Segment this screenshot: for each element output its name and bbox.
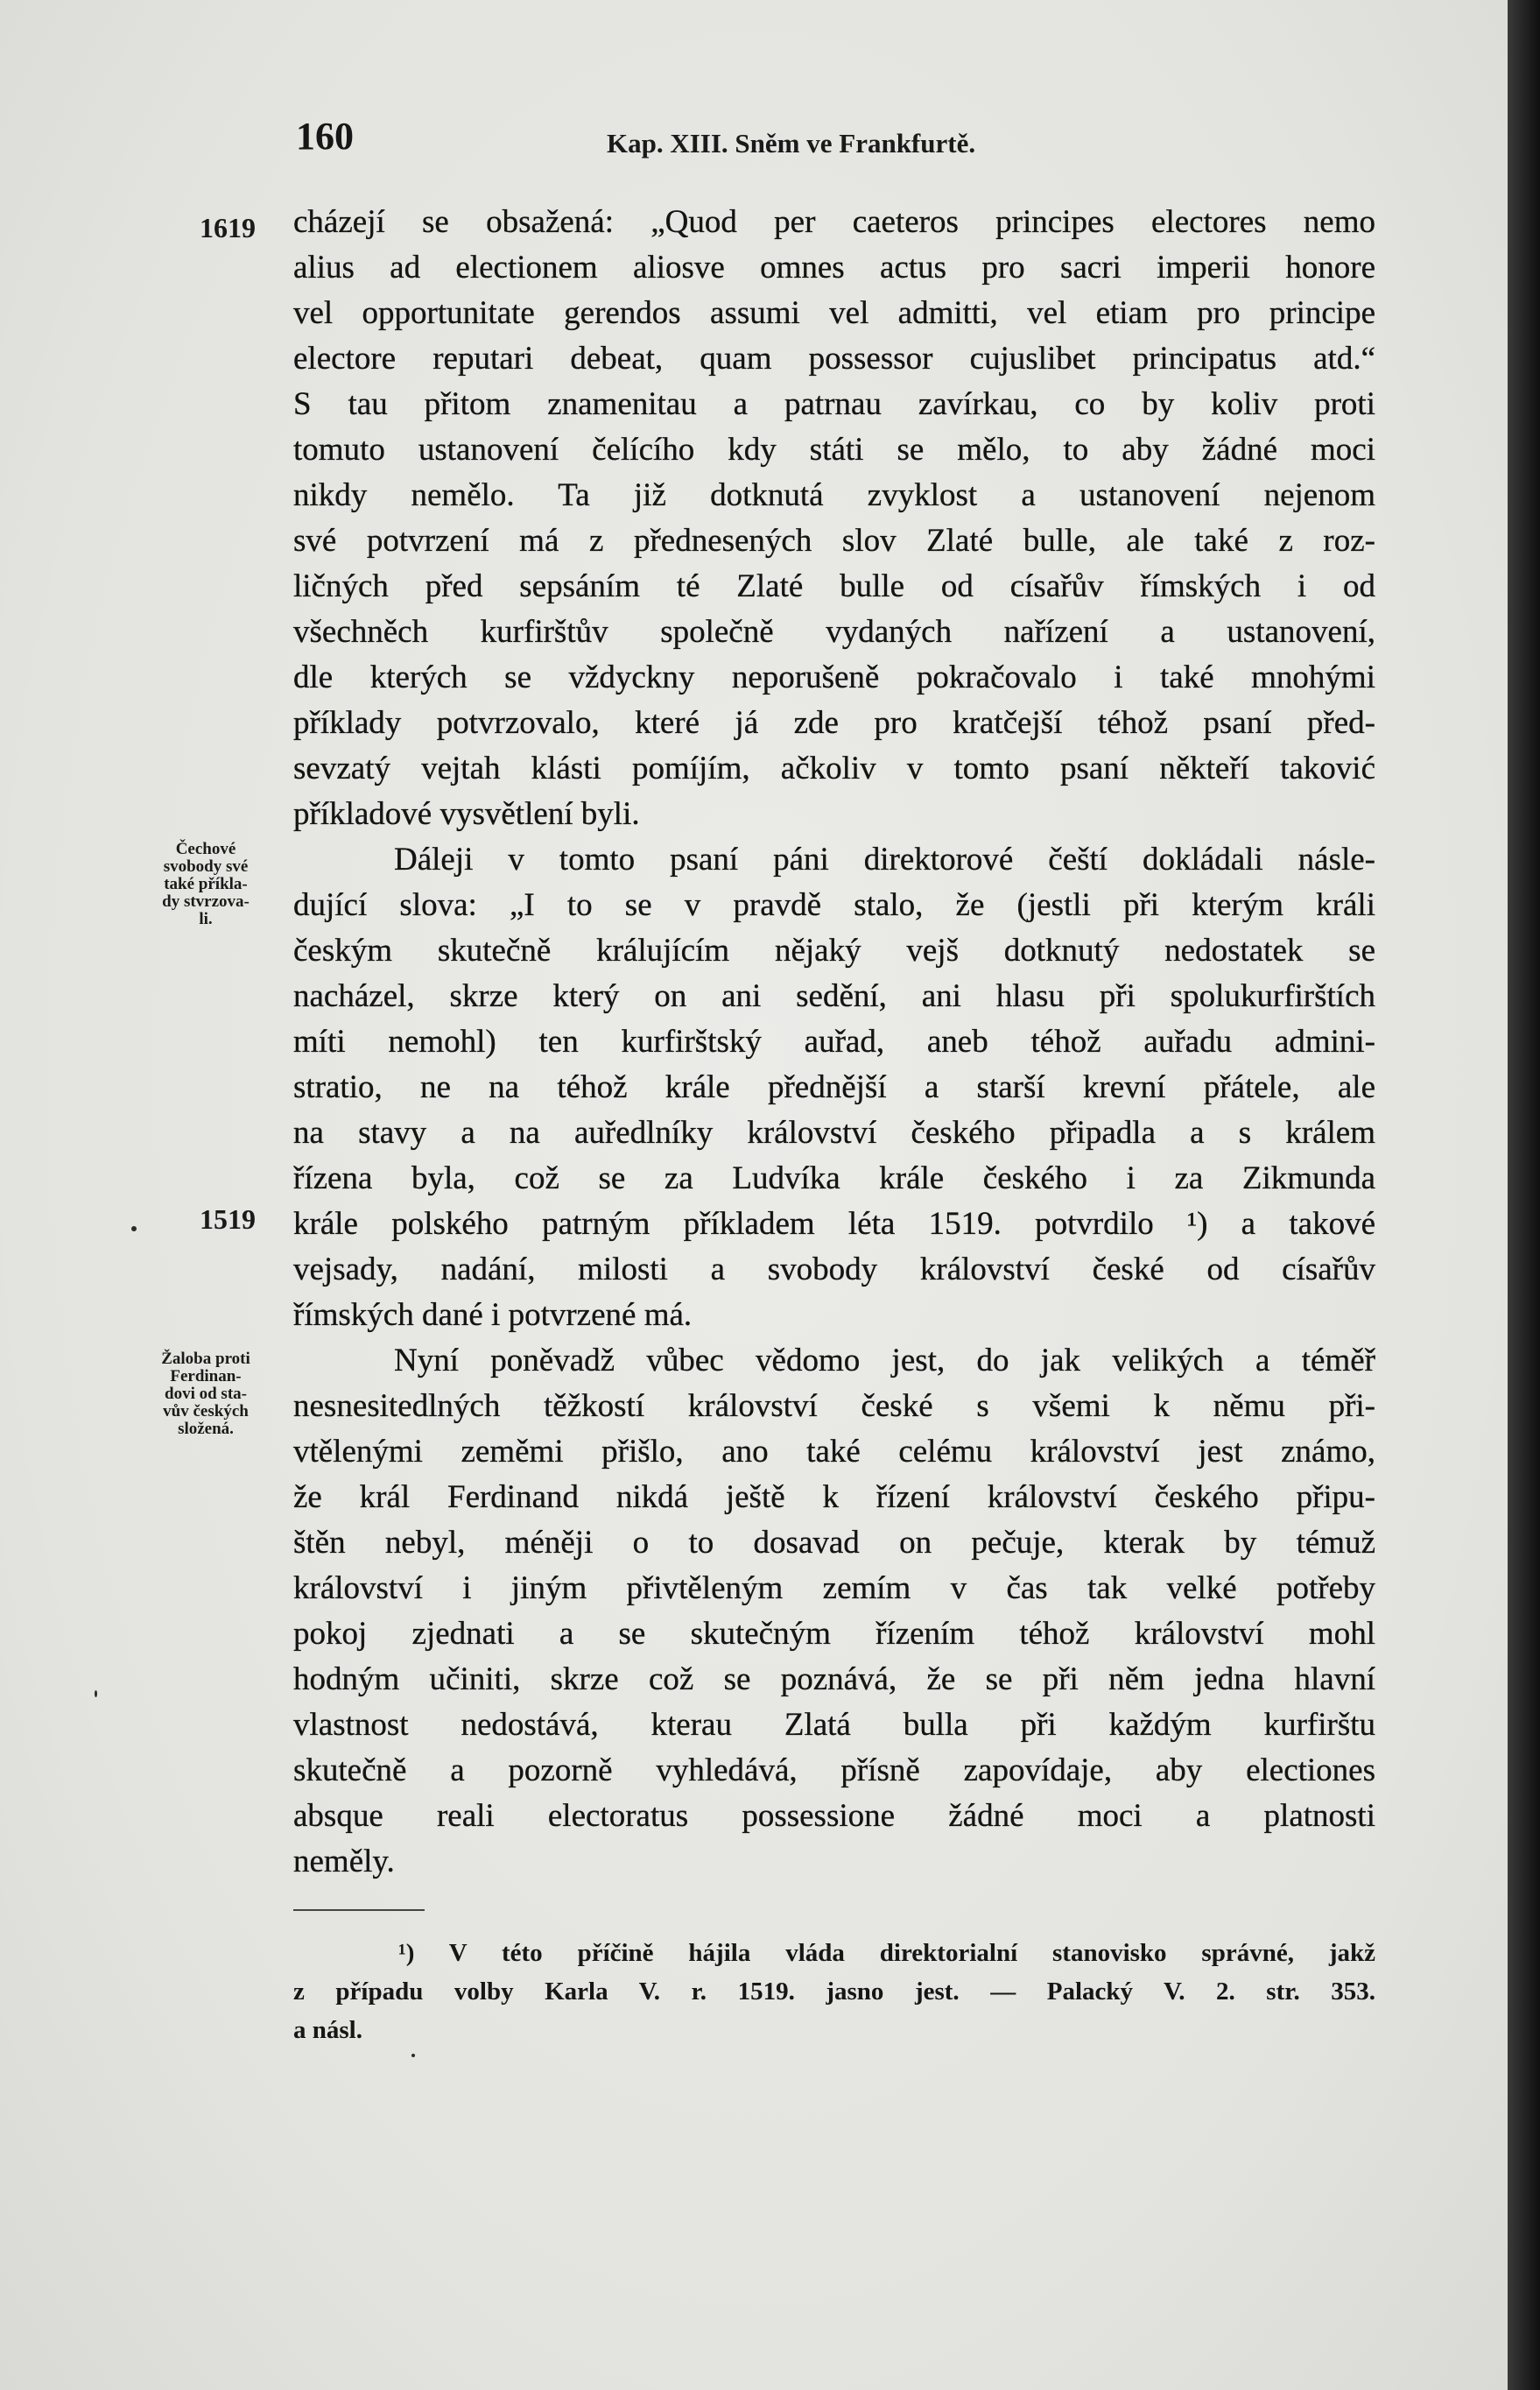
margin-year: 1519 bbox=[200, 1203, 256, 1235]
footnote-line: a násl. bbox=[293, 2016, 362, 2044]
page-number: 160 bbox=[296, 115, 354, 158]
margin-note-line: také příkla- bbox=[164, 875, 248, 893]
text-line: pokoj zjednati a se skutečným řízením téhož království mohl bbox=[293, 1616, 1375, 1652]
running-head: Kap. XIII. Sněm ve Frankfurtě. bbox=[607, 128, 976, 159]
text-line: českým skutečně králujícím nějaký vejš dotknutý nedostatek se bbox=[293, 933, 1375, 969]
text-line: absque reali electoratus possessione žádné moci a platnosti bbox=[293, 1798, 1375, 1834]
print-speck bbox=[95, 1690, 97, 1697]
margin-note bbox=[123, 1350, 289, 1438]
text-line: electore reputari debeat, quam possessor cujuslibet principatus atd.“ bbox=[293, 341, 1375, 377]
margin-note-line: Žaloba proti bbox=[161, 1350, 250, 1368]
text-line: nesnesitedlných těžkostí království české s všemi k němu při- bbox=[293, 1388, 1375, 1424]
margin-note-line: svobody své bbox=[163, 857, 249, 876]
text-line: dle kterých se vždyckny neporušeně pokračovalo i také mnohými bbox=[293, 659, 1375, 695]
text-line: římských dané i potvrzené má. bbox=[293, 1297, 693, 1333]
text-line: vtělenými zeměmi přišlo, ano také celému království jest známo, bbox=[293, 1434, 1375, 1470]
text-line: vel opportunitate gerendos assumi vel admitti, vel etiam pro principe bbox=[293, 295, 1375, 331]
text-line: na stavy a na auředlníky království českého připadla a s králem bbox=[293, 1115, 1375, 1151]
footnote-line: z případu volby Karla V. r. 1519. jasno jest. — Palacký V. 2. str. 353. bbox=[293, 1978, 1375, 2006]
margin-year: 1619 bbox=[200, 212, 256, 243]
text-line: ličných před sepsáním té Zlaté bulle od císařův římských i od bbox=[293, 568, 1375, 604]
text-line: království i jiným přivtěleným zemím v čas tak velké potřeby bbox=[293, 1570, 1375, 1606]
text-line: příkladové vysvětlení byli. bbox=[293, 796, 640, 832]
text-line: vejsady, nadání, milosti a svobody království české od císařův bbox=[293, 1251, 1375, 1287]
text-line: řízena byla, což se za Ludvíka krále českého i za Zikmunda bbox=[293, 1160, 1375, 1196]
text-line: dující slova: „I to se v pravdě stalo, že (jestli při kterým králi bbox=[293, 887, 1375, 923]
text-line: Dáleji v tomto psaní páni direktorové čeští dokládali násle- bbox=[394, 842, 1375, 878]
text-line: nacházel, skrze který on ani sedění, ani hlasu při spolukurfirštích bbox=[293, 978, 1375, 1014]
text-line: S tau přitom znamenitau a patrnau zavírkau, co by koliv proti bbox=[293, 386, 1375, 422]
text-line: cházejí se obsažená: „Quod per caeteros principes electores nemo bbox=[293, 204, 1375, 240]
text-line: všechněch kurfirštův společně vydaných nařízení a ustanovení, bbox=[293, 614, 1375, 650]
margin-note-line: vův českých bbox=[163, 1402, 249, 1421]
margin-note-line: dovi od sta- bbox=[165, 1385, 247, 1403]
margin-note bbox=[123, 841, 289, 928]
margin-note-line: dy stvrzova- bbox=[162, 892, 250, 911]
margin-note-line: složená. bbox=[178, 1420, 234, 1438]
text-line: stratio, ne na téhož krále přednější a starší krevní přátele, ale bbox=[293, 1069, 1375, 1105]
text-line: hodným učiniti, skrze což se poznává, že se při něm jedna hlavní bbox=[293, 1661, 1375, 1697]
footnote-line: ¹) V této příčině hájila vláda direktorialní stanovisko správné, jakž bbox=[398, 1939, 1375, 1967]
text-line: že král Ferdinand nikdá ještě k řízení království českého připu- bbox=[293, 1479, 1375, 1515]
margin-note-line: li. bbox=[199, 910, 213, 928]
text-line: alius ad electionem aliosve omnes actus pro sacri imperii honore bbox=[293, 250, 1375, 286]
text-line: Nyní poněvadž vůbec vědomo jest, do jak velikých a téměř bbox=[394, 1343, 1375, 1378]
text-line: míti nemohl) ten kurfirštský auřad, aneb téhož auřadu admini- bbox=[293, 1024, 1375, 1060]
text-line: neměly. bbox=[293, 1844, 395, 1879]
text-line: nikdy nemělo. Ta již dotknutá zvyklost a ustanovení nejenom bbox=[293, 477, 1375, 513]
footnote-rule bbox=[293, 1909, 425, 1911]
print-speck bbox=[411, 2054, 415, 2057]
page-header bbox=[296, 103, 1382, 173]
text-line: své potvrzení má z přednesených slov Zlaté bulle, ale také z roz- bbox=[293, 523, 1375, 559]
text-line: skutečně a pozorně vyhledává, přísně zapovídaje, aby electiones bbox=[293, 1752, 1375, 1788]
text-line: štěn nebyl, méněji o to dosavad on pečuje, kterak by témuž bbox=[293, 1525, 1375, 1561]
text-line: tomuto ustanovení čelícího kdy státi se mělo, to aby žádné moci bbox=[293, 432, 1375, 468]
margin-note-line: Čechové bbox=[175, 840, 236, 858]
print-speck bbox=[131, 1226, 137, 1231]
text-line: krále polského patrným příkladem léta 1519. potvrdilo ¹) a takové bbox=[293, 1206, 1375, 1242]
scan-edge bbox=[1508, 0, 1540, 2390]
text-line: příklady potvrzovalo, které já zde pro kratčejší téhož psaní před- bbox=[293, 705, 1375, 741]
text-line: sevzatý vejtah klásti pomíjím, ačkoliv v tomto psaní někteří taković bbox=[293, 751, 1375, 786]
text-line: vlastnost nedostává, kterau Zlatá bulla při každým kurfirštu bbox=[293, 1707, 1375, 1743]
margin-note-line: Ferdinan- bbox=[170, 1367, 242, 1385]
